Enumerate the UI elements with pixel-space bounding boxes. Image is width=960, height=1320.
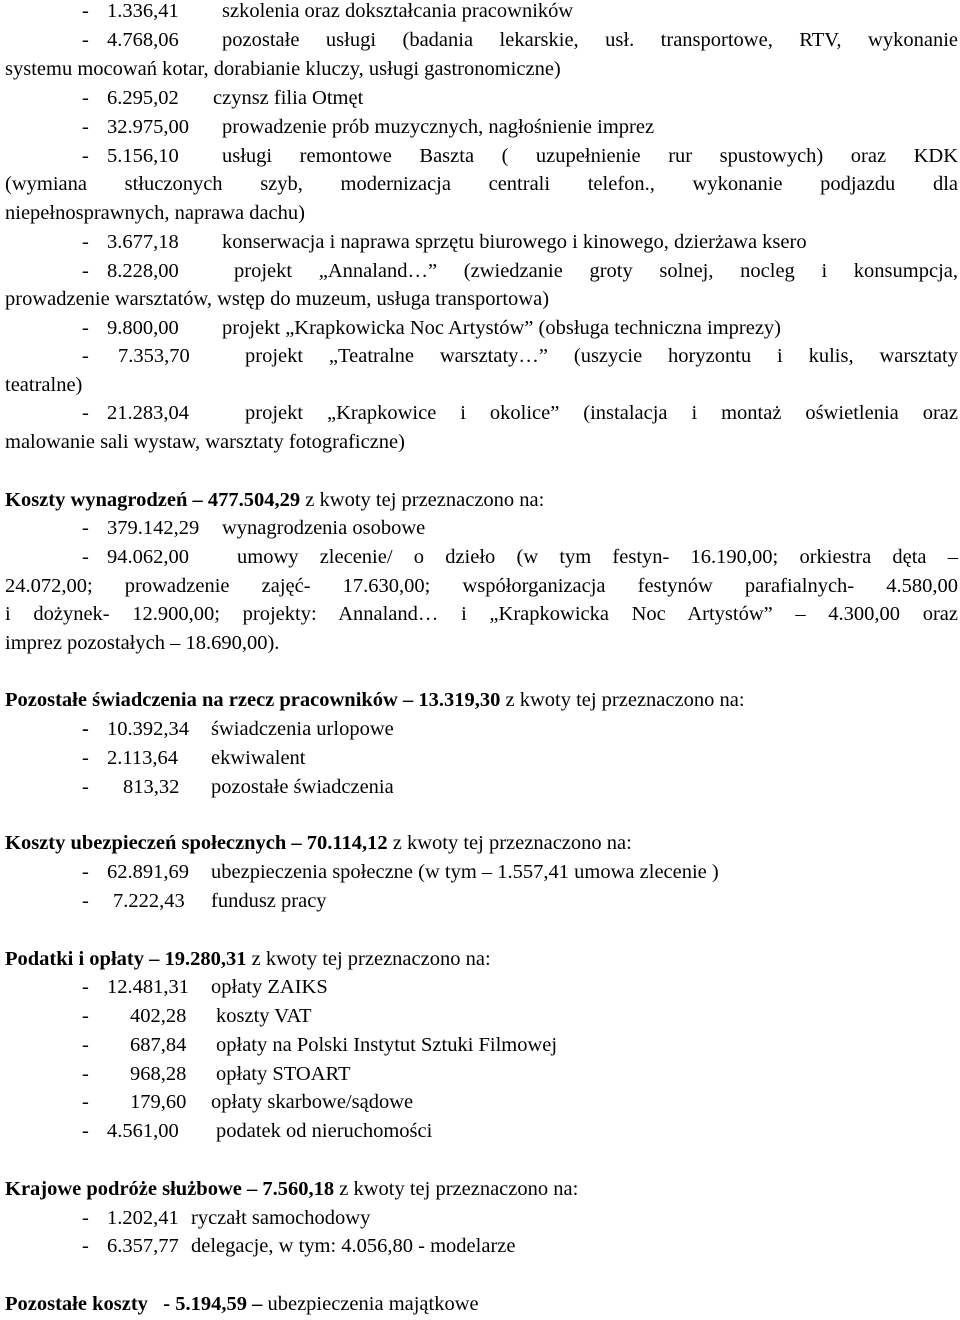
section-heading-wynagrodzenia: Koszty wynagrodzeń – 477.504,29 z kwoty tej przeznaczono na:	[5, 489, 545, 511]
document-page: - 1.336,41 szkolenia oraz dokształcania pracowników - 4.768,06 pozostałe usługi (badania lekarskie, usł. transportowe, RTV, wykonanie systemu mocowań kotar, dorabianie kluczy, usługi gastronomiczne) - 6.295,02 czynsz filia Otmęt - 32.975,00 prowadzenie prób muzycznych, nagłośnienie imprez - 5.156,10 usługi remontowe Baszta ( uzupełnienie rur spustowych) oraz KDK (wymiana stłuczonych szyb, modernizacja centrali telefon., wykonanie podjazdu dla niepełnosprawnych, naprawa dachu) - 3.677,18 konserwacja i naprawa sprzętu biurowego i kinowego, dzierżawa ksero - 8.228,00 projekt „Annaland…” (zwiedzanie groty solnej, nocleg i konsumpcja, prowadzenie warsztatów, wstęp do muzeum, usługa transportowa) - 9.800,00 projekt „Krapkowicka Noc Artystów” (obsługa techniczna imprezy) - 7.353,70 projekt „Teatralne warsztaty…” (uszycie horyzontu i kulis, warsztaty teatralne) - 21.283,04 projekt „Krapkowice i okolice” (instalacja i montaż oświetlenia oraz malowanie sali wystaw, warsztaty fotograficzne) Koszty wynagrodzeń – 477.504,29 z kwoty tej przeznaczono na: - 379.142,29 wynagrodzenia osobowe - 94.062,00 umowy zlecenie/ o dzieło (w tym festyn- 16.190,00; orkiestra dęta – 24.072,00; prowadzenie zajęć- 17.630,00; współorganizacja festynów parafialnych- 4.580,00 i dożynek- 12.900,00; projekty: Annaland… i „Krapkowicka Noc Artystów” – 4.300,00 oraz imprez pozostałych – 18.690,00). Pozostałe świadczenia na rzecz pracowników – 13.319,30 z kwoty tej przeznaczono na: - 10.392,34 świadczenia urlopowe - 2.113,64 ekwiwalent - 813,32 pozostałe świadczenia Koszty ubezpieczeń społecznych – 70.114,12 z kwoty tej przeznaczono na: - 62.891,69 ubezpieczenia społeczne (w tym – 1.557,41 umowa zlecenie ) - 7.222,43 fundusz pracy Podatki i opłaty – 19.280,31 z kwoty tej przeznaczono na: - 12.481,31 opłaty ZAIKS - 402,28 koszty VAT - 687,84 opłaty na Polski Instytut Sztuki Filmowej - 968,28 opłaty STOART - 179,60 opłaty skarbowe/sądowe - 4.561,00 podatek od nieruchomości Krajowe podróże służbowe – 7.560,18 z kwoty tej przeznaczono na: - 1.202,41 ryczałt samochodowy - 6.357,77 delegacje, w tym: 4.056,80 - modelarze Pozostałe koszty - 5.194,59 – ubezpieczenia majątkowe	[0, 0, 960, 1320]
section-heading-pozostale: Pozostałe koszty - 5.194,59 – ubezpieczenia majątkowe	[5, 1293, 479, 1315]
section-heading-ubezpieczenia: Koszty ubezpieczeń społecznych – 70.114,12 z kwoty tej przeznaczono na:	[5, 832, 632, 854]
section-heading-podroze: Krajowe podróże służbowe – 7.560,18 z kwoty tej przeznaczono na:	[5, 1178, 579, 1200]
section-heading-swiadczenia: Pozostałe świadczenia na rzecz pracowników – 13.319,30 z kwoty tej przeznaczono na:	[5, 689, 745, 711]
section-heading-podatki: Podatki i opłaty – 19.280,31 z kwoty tej przeznaczono na:	[5, 948, 491, 970]
